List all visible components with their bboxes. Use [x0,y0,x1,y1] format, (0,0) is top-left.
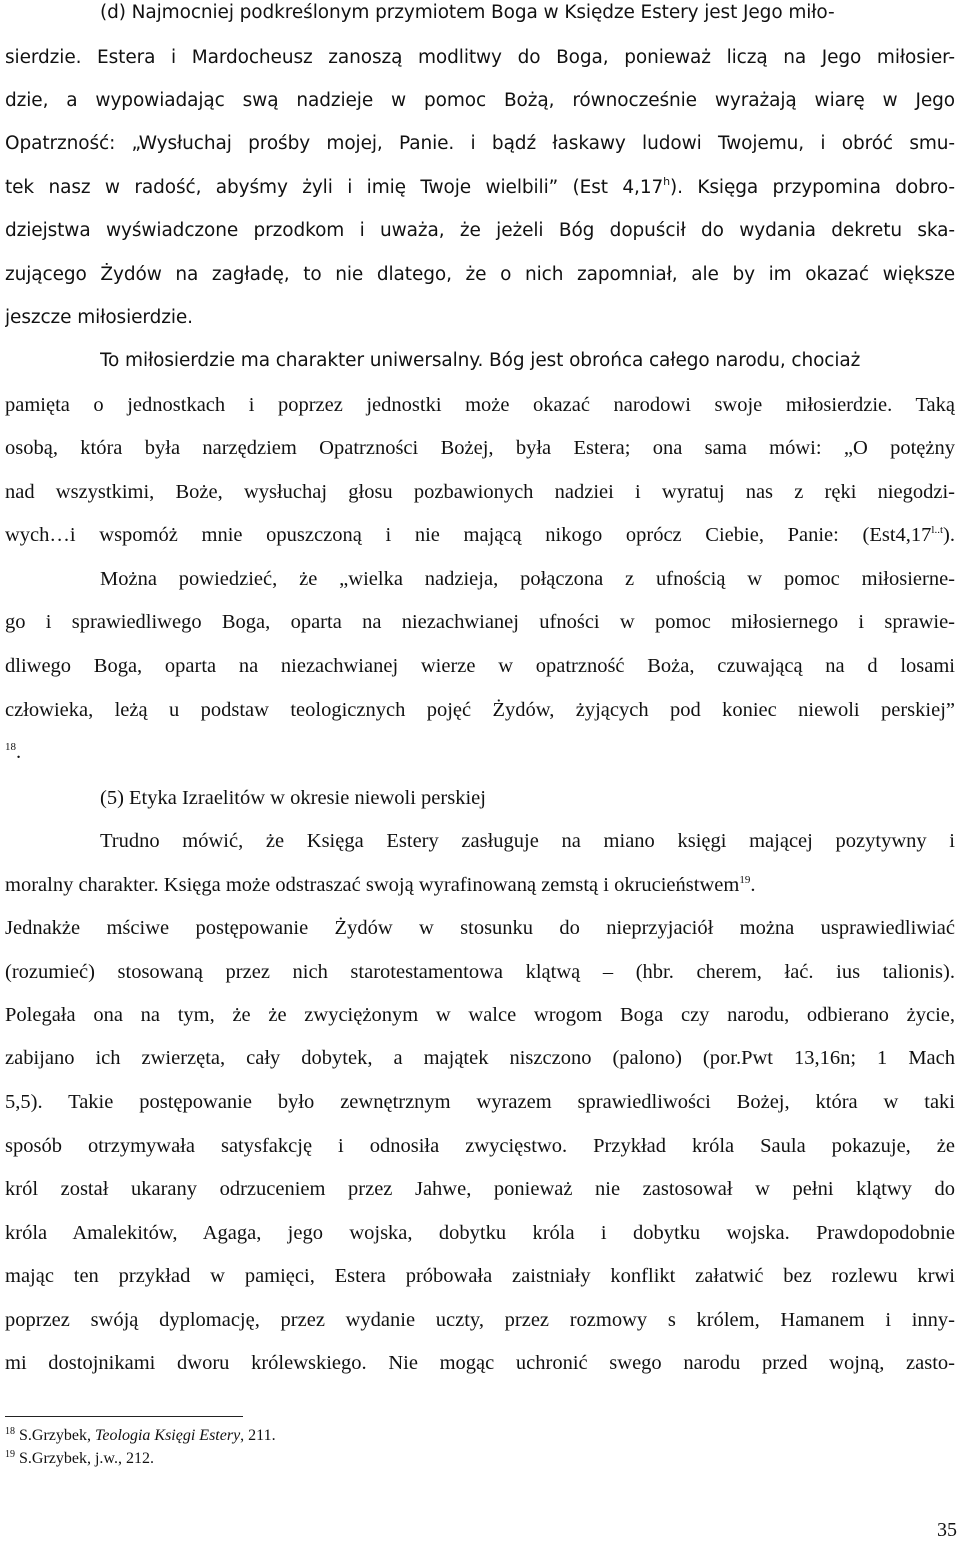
section-heading: (5) Etyka Izraelitów w okresie niewoli perskiej [100,787,486,809]
text-line: człowieka, leżą u podstaw teologicznych pojęć Żydów, żyjących pod koniec niewoli perskiej” [5,699,955,721]
text-span: wych…i wspomóż mnie opuszczoną i nie mającą nikogo oprócz Ciebie, Panie: (Est4,17 [5,524,932,546]
text-line: król został ukarany odrzuceniem przez Jahwe, ponieważ nie zastosował w pełni klątwy do [5,1178,955,1200]
text-line: jeszcze miłosierdzie. [5,307,193,328]
text-span: moralny charakter. Księga może odstraszać swoją wyrafinowaną zemstą i okrucieństwem [5,874,740,896]
text-line [5,523,955,547]
text-span: . [16,741,22,763]
text-line: Jednakże mściwe postępowanie Żydów w stosunku do nieprzyjaciół można usprawiedliwiać [5,917,955,939]
text-line: dzie, a wypowiadając swą nadzieje w pomoc Bożą, równocześnie wyrażają wiarę w Jego [5,90,955,111]
text-line: Trudno mówić, że Księga Estery zasługuje na miano księgi mającej pozytywny i [100,830,955,852]
text-line: pamięta o jednostkach i poprzez jednostki może okazać narodowi swoje miłosierdzie. Taką [5,394,955,416]
page-number: 35 [937,1519,957,1541]
text-line: zującego Żydów na zagładę, to nie dlatego, że o nich zapomniał, ale by im okazać większe [5,264,955,285]
footnote-ref: 18 [5,741,16,753]
footnote-number: 19 [5,1449,15,1460]
footnote [5,1449,154,1469]
text-line: Polegała ona na tym, że że zwyciężonym w walce wrogom Boga czy narodu, odbierano życie, [5,1004,955,1026]
footnote-author: S.Grzybek, [19,1427,95,1444]
text-span: ). [943,524,955,546]
text-line: 5,5). Takie postępowanie było zewnętrznym wyrazem sprawiedliwości Bożej, która w taki [5,1091,955,1113]
text-line: dziejstwa wyświadczone przodkom i uważa, że jeżeli Bóg dopuścił do wydania dekretu ska- [5,220,955,241]
text-span: tek nasz w radość, abyśmy żyli i imię Twoje wielbili” (Est 4,17 [5,177,664,198]
footnote-title: Teologia Księgi Estery [94,1427,241,1444]
footnote-number: 18 [5,1426,15,1437]
text-line: mi dostojnikami dworu królewskiego. Nie mogąc uchronić swego narodu przed wojną, zasto- [5,1352,955,1374]
text-line: nad wszystkimi, Boże, wysłuchaj głosu pozbawionych nadziei i wyratuj nas z ręki niegodzi- [5,481,955,503]
text-line: sposób otrzymywała satysfakcję i odnosiła zwycięstwo. Przykład króla Saula pokazuje, że [5,1135,955,1157]
text-line [5,873,955,897]
footnote [5,1426,276,1446]
text-line: osobą, która była narzędziem Opatrzności Bożej, była Estera; ona sama mówi: „O potężny [5,437,955,459]
text-line [5,176,955,200]
text-line: (d) Najmocniej podkreślonym przymiotem Boga w Księdze Estery jest Jego miło- [100,2,835,23]
text-span: ). Księga przypomina dobro- [670,177,955,198]
text-line [5,740,955,764]
text-line: mając ten przykład w pamięci, Estera próbowała zaistniały konflikt załatwić bez rozlewu krwi [5,1265,955,1287]
text-line: poprzez swóją dyplomację, przez wydanie uczty, przez rozmowy s królem, Hamanem i inny- [5,1309,955,1331]
text-span: . [750,874,756,896]
text-line: go i sprawiedliwego Boga, oparta na niezachwianej ufności w pomoc miłosiernego i sprawie- [5,611,955,633]
text-line: króla Amalekitów, Agaga, jego wojska, dobytku króla i dobytku wojska. Prawdopodobnie [5,1222,955,1244]
text-line: Można powiedzieć, że „wielka nadzieja, połączona z ufnością w pomoc miłosierne- [100,568,955,590]
footnote-divider [5,1416,243,1417]
text-line: To miłosierdzie ma charakter uniwersalny. Bóg jest obrońca całego narodu, chociaż [100,350,861,371]
footnote-ref: l..t [931,524,944,536]
footnote-rest: , 211. [240,1427,276,1444]
text-line: dliwego Boga, oparta na niezachwianej wierze w opatrzność Boża, czuwającą na d losami [5,655,955,677]
footnote-author: S.Grzybek, j.w., 212. [19,1450,154,1467]
footnote-ref: 19 [739,874,751,886]
text-line: Opatrzność: „Wysłuchaj prośby mojej, Panie. i bądź łaskawy ludowi Twojemu, i obróć smu- [5,133,955,154]
text-line: sierdzie. Estera i Mardocheusz zanoszą modlitwy do Boga, ponieważ liczą na Jego miłosier- [5,47,955,68]
text-line: (rozumieć) stosowaną przez nich starotestamentowa klątwą – (hbr. cherem, łać. ius talionis). [5,961,955,983]
text-line: zabijano ich zwierzęta, cały dobytek, a majątek niszczono (palono) (por.Pwt 13,16n; 1 Mach [5,1047,955,1069]
footnote-ref: h [663,176,671,188]
